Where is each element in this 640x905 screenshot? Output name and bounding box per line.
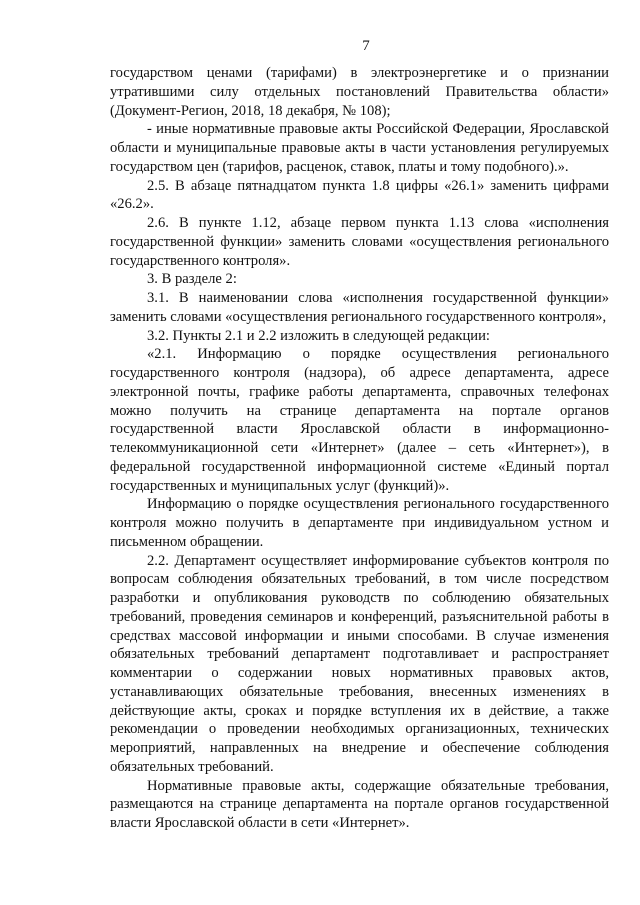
paragraph-3: 2.5. В абзаце пятнадцатом пункта 1.8 цифры «26.1» заменить цифрами «26.2». bbox=[110, 177, 609, 213]
document-body bbox=[110, 64, 609, 833]
paragraph-7: 3.2. Пункты 2.1 и 2.2 изложить в следующей редакции: bbox=[147, 327, 490, 344]
paragraph-8: «2.1. Информацию о порядке осуществления регионального государственного контроля (надзора), об адресе департамента, адресе электронной почты, графике работы департамента, справочных телефонах можно получить на странице департамента на портале органов государственной власти Ярославской области в информационно-телекоммуникационной сети «Интернет» (далее – сеть «Интернет»), в федеральной государственной информационной системе «Единый портал государственных и муниципальных услуг (функций)». bbox=[110, 346, 609, 494]
paragraph-2: - иные нормативные правовые акты Российской Федерации, Ярославской области и муниципальные правовые акты в части установления регулируемых государством цен (тарифов, расценок, ставок, платы и тому подобного).». bbox=[110, 121, 609, 175]
paragraph-10: 2.2. Департамент осуществляет информирование субъектов контроля по вопросам соблюдения обязательных требований, в том числе посредством разработки и опубликования руководств по соблюдению обязательных требований, проведения семинаров и конференций, разъяснительной работы в средствах массовой информации и иными способами. В случае изменения обязательных требований департамент подготавливает и распространяет комментарии о содержании новых нормативных правовых актов, устанавливающих обязательные требования, внесенных изменениях в действующие акты, сроках и порядке вступления их в действие, а также рекомендации о проведении необходимых организационных, технических мероприятий, направленных на внедрение и обеспечение соблюдения обязательных требований. bbox=[110, 552, 609, 775]
paragraph-6: 3.1. В наименовании слова «исполнения государственной функции» заменить словами «осуществления регионального государственного контроля», bbox=[110, 290, 609, 325]
paragraph-5: 3. В разделе 2: bbox=[147, 271, 237, 288]
paragraph-4: 2.6. В пункте 1.12, абзаце первом пункта 1.13 слова «исполнения государственной функции» заменить словами «осуществления регионального государственного контроля». bbox=[110, 215, 609, 269]
paragraph-1: государством ценами (тарифами) в электроэнергетике и о признании утратившими силу отдельных постановлений Правительства области» (Документ-Регион, 2018, 18 декабря, № 108); bbox=[110, 65, 609, 119]
paragraph-9: Информацию о порядке осуществления регионального государственного контроля можно получить в департаменте при индивидуальном устном и письменном обращении. bbox=[110, 496, 609, 550]
page-number: 7 bbox=[362, 38, 370, 54]
paragraph-11: Нормативные правовые акты, содержащие обязательные требования, размещаются на странице департамента на портале органов государственной власти Ярославской области в сети «Интернет». bbox=[110, 777, 609, 831]
